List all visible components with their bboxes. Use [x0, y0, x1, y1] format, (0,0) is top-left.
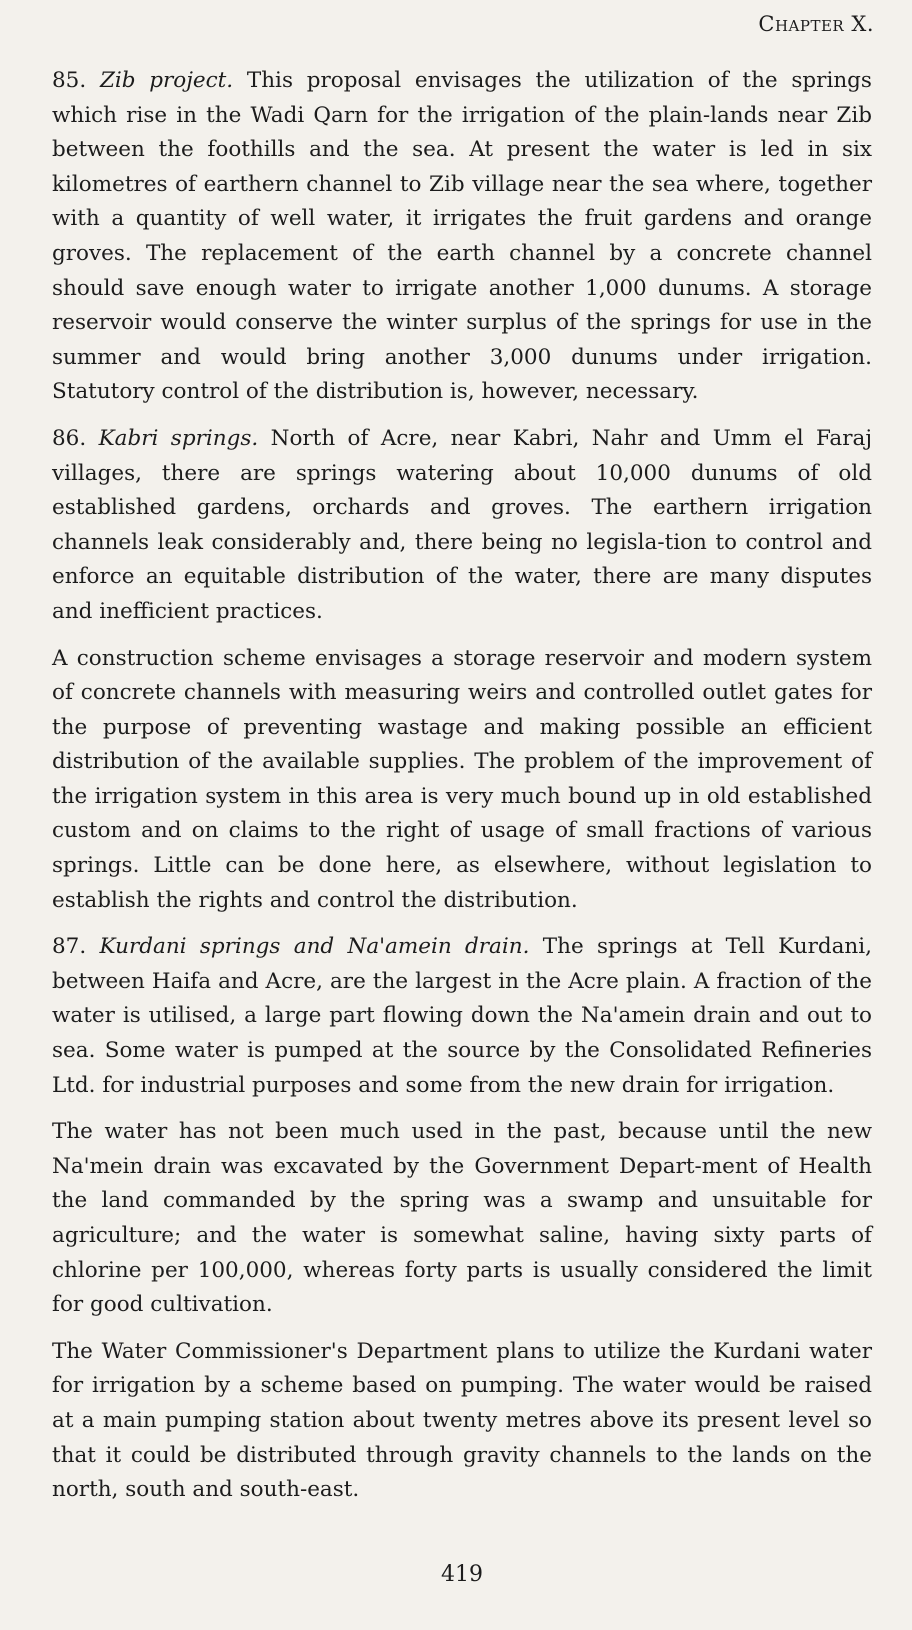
paragraph-text: The water has not been much used in the past, because until the new Na'mein drain was excavated by the Government Depart-ment of Health the land commanded by the spring was a swamp and unsuitable for agriculture; and the water is somewhat saline, having sixty parts of chlorine per 100,000, whereas forty parts is usually considered the limit for good cultivation. [52, 1119, 872, 1318]
paragraph-86 [52, 422, 872, 630]
paragraph-text: The Water Commissioner's Department plans to utilize the Kurdani water for irrigation by a scheme based on pumping. The water would be raised at a main pumping station about twenty metres above its present level so that it could be distributed through gravity channels to the lands on the north, south and south-east. [52, 1338, 872, 1503]
paragraph-number: 87. [52, 934, 87, 960]
paragraph-text: The springs at Tell Kurdani, between Haifa and Acre, are the largest in the Acre plain. A fraction of the water is utilised, a large part flowing down the Na'amein drain and out to sea. Some water is pumped at the source by the Consolidated Refineries Ltd. for industrial purposes and some from the new drain for irrigation. [52, 934, 872, 1098]
paragraph-text: This proposal envisages the utilization of the springs which rise in the Wadi Qarn for the irrigation of the plain-lands near Zib between the foothills and the sea. At present the water is led in six kilometres of earthern channel to Zib village near the sea where, together with a quantity of well water, it irrigates the fruit gardens and orange groves. The replacement of the earth channel by a concrete channel should save enough water to irrigate another 1,000 dunums. A storage reservoir would conserve the winter surplus of the springs for use in the summer and would bring another 3,000 dunums under irrigation. Statutory control of the distribution is, however, necessary. [52, 68, 872, 405]
page-number: 419 [441, 1562, 483, 1587]
paragraph-title: Zib project. [99, 68, 234, 93]
paragraph-86-continued [52, 642, 872, 919]
chapter-header: Chapter X. [758, 12, 874, 36]
paragraph-85 [52, 64, 872, 410]
paragraph-number: 86. [52, 425, 87, 451]
paragraph-number: 85. [52, 68, 87, 93]
paragraph-text: North of Acre, near Kabri, Nahr and Umm el Faraj villages, there are springs watering about 10,000 dunums of old established gardens, orchards and groves. The earthern irrigation channels leak considerably and, there being no legisla-tion to control and enforce an equitable distribution of the water, there are many disputes and inefficient practices. [52, 425, 873, 624]
paragraph-87-continued-1 [52, 1115, 872, 1323]
paragraph-87-continued-2 [52, 1335, 872, 1508]
paragraph-87 [52, 930, 872, 1103]
document-page [52, 0, 872, 1630]
body-text [52, 64, 872, 1508]
paragraph-title: Kabri springs. [98, 425, 259, 451]
paragraph-title: Kurdani springs and Na'amein drain. [99, 934, 530, 960]
paragraph-text: A construction scheme envisages a storage reservoir and modern system of concrete channels with measuring weirs and controlled outlet gates for the purpose of preventing wastage and making possible an efficient distribution of the available supplies. The problem of the improvement of the irrigation system in this area is very much bound up in old established custom and on claims to the right of usage of small fractions of various springs. Little can be done here, as elsewhere, without legislation to establish the rights and control the distribution. [52, 645, 872, 913]
